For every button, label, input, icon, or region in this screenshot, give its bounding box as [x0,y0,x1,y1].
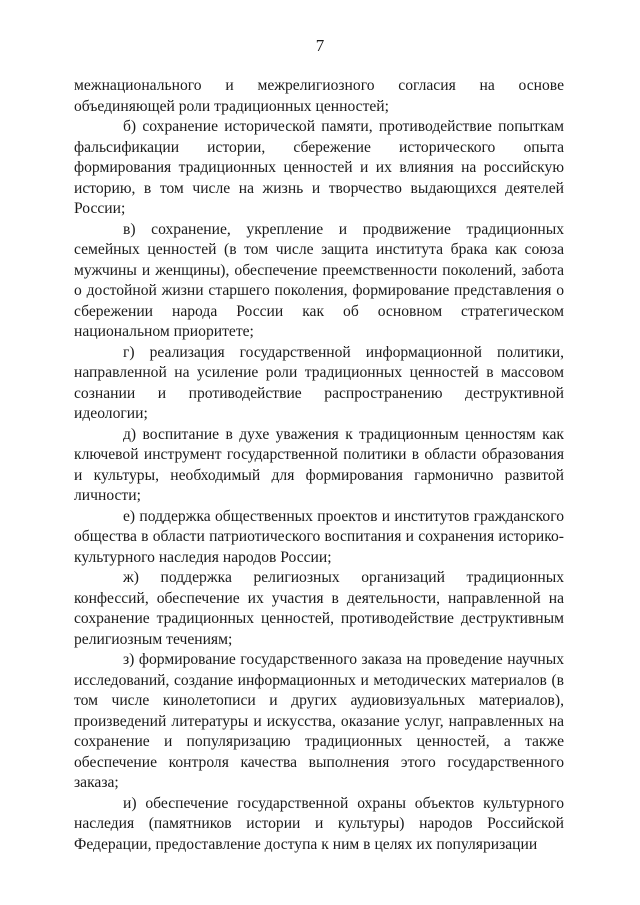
paragraph-item-g: г) реализация государственной информационной политики, направленной на усиление роли традиционных ценностей в массовом сознании и противодействие распространению деструктивной идеологии; [74,343,564,422]
paragraph-item-z: з) формирование государственного заказа на проведение научных исследований, создание информационных и методических материалов (в том числе кинолетописи и других аудиовизуальных материалов), произведений литературы и искусства, оказание услуг, направленных на сохранение и популяризацию традиционных ценностей, а также обеспечение контроля качества выполнения этого государственного заказа; [74,651,564,791]
paragraph-item-d: д) воспитание в духе уважения к традиционным ценностям как ключевой инструмент государственной политики в области образования и культуры, необходимый для формирования гармонично развитой личности; [74,425,564,504]
document-body [74,76,564,855]
paragraph-item-e: е) поддержка общественных проектов и институтов гражданского общества в области патриотического воспитания и сохранения историко-культурного наследия народов России; [74,507,564,566]
paragraph-item-v: в) сохранение, укрепление и продвижение традиционных семейных ценностей (в том числе защита института брака как союза мужчины и женщины), обеспечение преемственности поколений, забота о достойной жизни старшего поколения, формирование представления о сбережении народа России как об основном стратегическом национальном приоритете; [74,220,564,340]
paragraph-item-zh: ж) поддержка религиозных организаций традиционных конфессий, обеспечение их участия в деятельности, направленной на сохранение традиционных ценностей, противодействие деструктивным религиозным течениям; [74,569,564,648]
paragraph-item-b: б) сохранение исторической памяти, противодействие попыткам фальсификации истории, сбережение исторического опыта формирования традиционных ценностей и их влияния на российскую историю, в том числе на жизнь и творчество выдающихся деятелей России; [74,118,564,217]
paragraph-continuation: межнационального и межрелигиозного согласия на основе объединяющей роли традиционных ценностей; [74,77,564,115]
paragraph-item-i: и) обеспечение государственной охраны объектов культурного наследия (памятников истории и культуры) народов Российской Федерации, предоставление доступа к ним в целях их популяризации [74,794,564,853]
page-number: 7 [315,36,325,55]
